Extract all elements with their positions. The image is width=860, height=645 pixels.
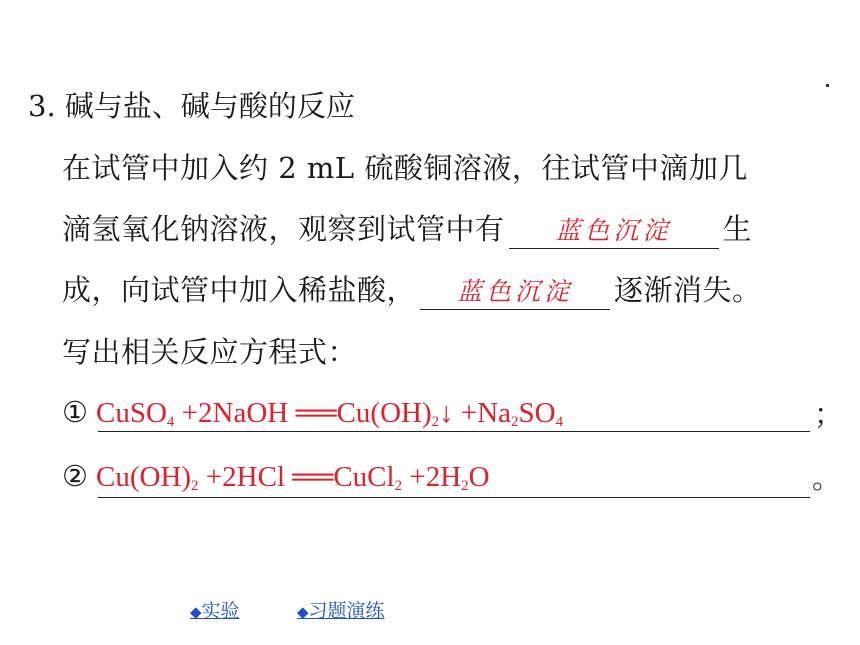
equation-1-underline (98, 431, 810, 432)
diamond-icon: ◆ (297, 603, 309, 621)
equation-1 (62, 392, 563, 442)
paragraph-text: 在试管中加入约 2 mL 硫酸铜溶液，往试管中滴加几 (62, 151, 748, 185)
equation-marker: ② (62, 459, 88, 493)
paragraph-text: 逐渐消失。 (614, 273, 762, 307)
equation-1-end: ； (814, 397, 844, 431)
answer-blank-2: 蓝色沉淀 (420, 275, 610, 310)
corner-mark (826, 84, 829, 87)
equation-text: CuSO$_4$ +2NaOH $══Cu(OH)_2↓ +Na_2SO_4$ (96, 397, 564, 430)
paragraph-line-4: 写出相关反应方程式： (62, 335, 358, 369)
paragraph-text: 滴氢氧化钠溶液，观察到试管中有 (62, 212, 505, 246)
paragraph-line-2 (62, 209, 752, 249)
paragraph-line-3 (62, 270, 762, 310)
equation-2-end: 。 (812, 461, 842, 495)
equation-text: $Cu(OH)_2 +2HCl$ ══CuCl$_2$ $+2H_2O$ (96, 461, 490, 494)
equation-2 (62, 456, 490, 506)
experiment-link[interactable]: ◆实验 (190, 600, 240, 622)
nav-link-experiment[interactable] (190, 596, 240, 623)
exercises-link[interactable]: ◆习题演练 (297, 600, 385, 622)
equation-marker: ① (62, 395, 88, 429)
answer-blank-1: 蓝色沉淀 (509, 214, 719, 249)
diamond-icon: ◆ (190, 603, 202, 621)
equation-2-underline (98, 497, 810, 498)
paragraph-text: 成，向试管中加入稀盐酸， (62, 273, 417, 307)
paragraph-line-1 (62, 148, 748, 188)
nav-link-exercises[interactable] (297, 596, 385, 623)
section-heading: 3. 碱与盐、碱与酸的反应 (28, 89, 355, 123)
paragraph-text: 生 (722, 212, 753, 246)
